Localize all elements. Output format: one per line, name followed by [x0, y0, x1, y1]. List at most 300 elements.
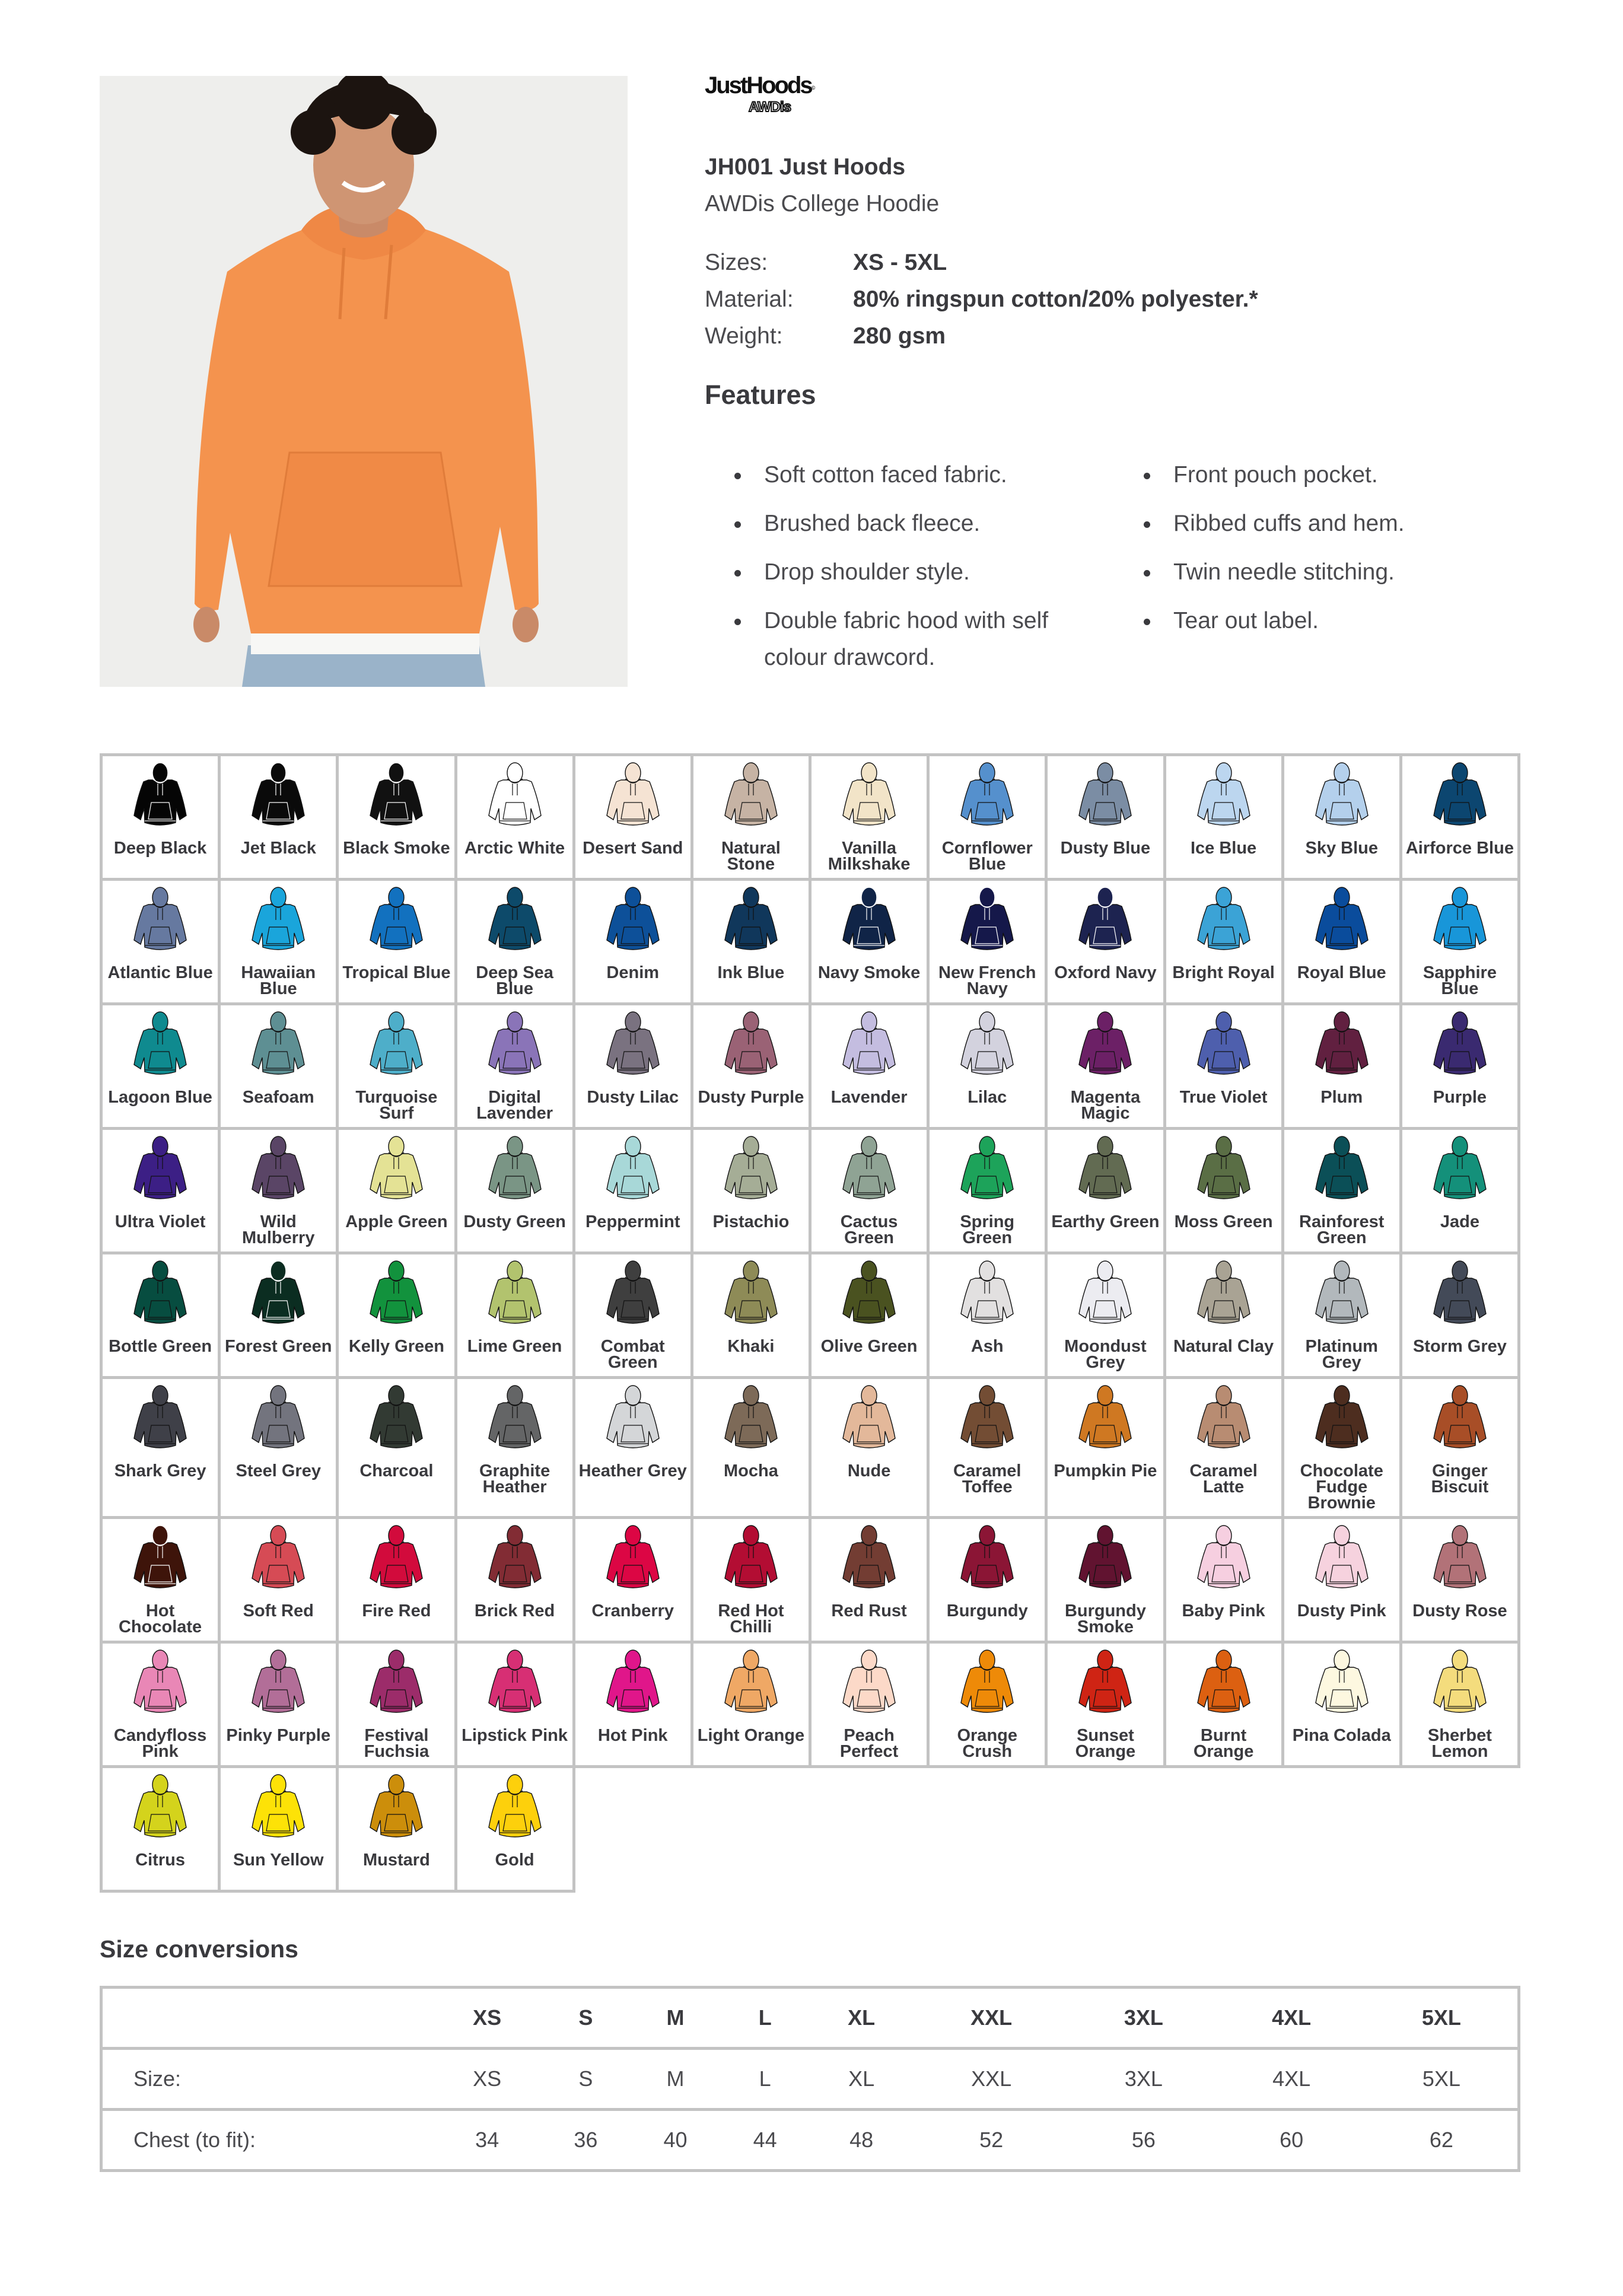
colour-swatch-plum[interactable]	[1284, 1005, 1402, 1130]
feature-item: Front pouch pocket.	[1139, 457, 1405, 493]
colour-swatch-charcoal[interactable]	[339, 1379, 457, 1519]
colour-swatch-dusty-purple[interactable]	[693, 1005, 812, 1130]
colour-swatch-pistachio[interactable]	[693, 1130, 812, 1254]
hoodie-icon	[1430, 761, 1490, 826]
colour-swatch-oxford-navy[interactable]	[1048, 881, 1166, 1005]
colour-swatch-lilac[interactable]	[930, 1005, 1048, 1130]
colour-name: Heather Grey	[578, 1461, 687, 1480]
feature-item: Soft cotton faced fabric.	[730, 457, 1139, 493]
colour-swatch-moss-green[interactable]	[1166, 1130, 1284, 1254]
hoodie-icon	[485, 1773, 545, 1838]
hoodie-icon	[1194, 1135, 1253, 1200]
colour-swatch-candyfloss-pink[interactable]	[103, 1644, 221, 1768]
colour-swatch-khaki[interactable]	[693, 1254, 812, 1379]
colour-name: Dusty Lilac	[587, 1088, 679, 1107]
colour-swatch-pina-colada[interactable]	[1284, 1644, 1402, 1768]
hoodie-icon	[249, 1384, 308, 1449]
colour-swatch-ash[interactable]	[930, 1254, 1048, 1379]
spec-label: Weight:	[705, 323, 783, 349]
hoodie-icon	[1194, 1384, 1253, 1449]
table-cell: 60	[1217, 2110, 1365, 2171]
colour-name: Bright Royal	[1172, 963, 1275, 982]
colour-swatch-bottle-green[interactable]	[103, 1254, 221, 1379]
colour-swatch-sapphire-blue[interactable]	[1402, 881, 1520, 1005]
colour-swatch-new-french-navy[interactable]	[930, 881, 1048, 1005]
colour-swatch-ginger-biscuit[interactable]	[1402, 1379, 1520, 1519]
colour-swatch-combat-green[interactable]	[575, 1254, 693, 1379]
hoodie-icon	[485, 1135, 545, 1200]
row-label: Size:	[101, 2049, 434, 2110]
colour-swatch-nude[interactable]	[812, 1379, 930, 1519]
colour-swatch-gold[interactable]	[457, 1768, 575, 1893]
colour-name: Orange Crush	[957, 1726, 1017, 1761]
hoodie-icon	[1430, 1524, 1490, 1589]
colour-swatch-olive-green[interactable]	[812, 1254, 930, 1379]
colour-swatch-kelly-green[interactable]	[339, 1254, 457, 1379]
table-cell: 48	[810, 2110, 913, 2171]
hoodie-icon	[839, 1259, 899, 1324]
colour-name: Dusty Blue	[1060, 839, 1151, 858]
hoodie-icon	[131, 886, 190, 951]
colour-name: Sherbet Lemon	[1427, 1726, 1492, 1761]
colour-swatch-jet-black[interactable]	[221, 756, 339, 881]
header-cell: 3XL	[1070, 1988, 1217, 2049]
hoodie-icon	[839, 1524, 899, 1589]
colour-swatch-arctic-white[interactable]	[457, 756, 575, 881]
colour-swatch-baby-pink[interactable]	[1166, 1519, 1284, 1644]
colour-name: Soft Red	[243, 1601, 314, 1620]
spec-material	[705, 281, 1258, 318]
colour-swatch-black-smoke[interactable]	[339, 756, 457, 881]
colour-swatch-burgundy-smoke[interactable]	[1048, 1519, 1166, 1644]
brand-logo	[705, 72, 815, 115]
features-heading: Features	[705, 380, 816, 410]
colour-name: Lagoon Blue	[108, 1088, 212, 1107]
colour-swatch-digital-lavender[interactable]	[457, 1005, 575, 1130]
colour-name: Kelly Green	[348, 1337, 444, 1356]
colour-swatch-moondust-grey[interactable]	[1048, 1254, 1166, 1379]
colour-swatch-bright-royal[interactable]	[1166, 881, 1284, 1005]
hoodie-icon	[131, 1135, 190, 1200]
awdis-logo: AWDis	[749, 99, 791, 115]
colour-swatch-caramel-latte[interactable]	[1166, 1379, 1284, 1519]
colour-swatch-dusty-rose[interactable]	[1402, 1519, 1520, 1644]
feature-item: Tear out label.	[1139, 603, 1405, 639]
colour-swatch-royal-blue[interactable]	[1284, 881, 1402, 1005]
colour-swatch-lavender[interactable]	[812, 1005, 930, 1130]
colour-swatch-light-orange[interactable]	[693, 1644, 812, 1768]
copyright-mark: ©	[811, 85, 816, 91]
hoodie-icon	[1075, 1010, 1135, 1075]
colour-swatch-red-rust[interactable]	[812, 1519, 930, 1644]
colour-name: Hot Pink	[597, 1726, 668, 1745]
colour-name: Turquoise Surf	[355, 1088, 438, 1123]
colour-swatch-apple-green[interactable]	[339, 1130, 457, 1254]
hoodie-icon	[1312, 1135, 1371, 1200]
spec-value: 80% ringspun cotton/20% polyester.*	[853, 286, 1258, 312]
hoodie-icon	[1430, 1384, 1490, 1449]
colour-name: Fire Red	[362, 1601, 431, 1620]
colour-swatch-dusty-green[interactable]	[457, 1130, 575, 1254]
hoodie-icon	[1312, 1010, 1371, 1075]
hoodie-icon	[131, 1259, 190, 1324]
colour-name: Caramel Toffee	[953, 1461, 1021, 1496]
colour-name: Tropical Blue	[342, 963, 451, 982]
hoodie-icon	[367, 1135, 426, 1200]
colour-swatch-vanilla-milkshake[interactable]	[812, 756, 930, 881]
colour-name: Wild Mulberry	[242, 1212, 315, 1247]
colour-name: Light Orange	[697, 1726, 805, 1745]
hoodie-icon	[249, 1648, 308, 1714]
hoodie-icon	[367, 886, 426, 951]
hoodie-icon	[485, 886, 545, 951]
colour-swatch-earthy-green[interactable]	[1048, 1130, 1166, 1254]
spec-list	[705, 244, 1258, 355]
hoodie-icon	[839, 1384, 899, 1449]
colour-name: Chocolate Fudge Brownie	[1300, 1461, 1383, 1512]
size-conversion-table	[100, 1986, 1520, 2172]
colour-swatch-purple[interactable]	[1402, 1005, 1520, 1130]
colour-name: Mustard	[363, 1851, 430, 1870]
feature-item: Brushed back fleece.	[730, 505, 1139, 542]
colour-name: Baby Pink	[1182, 1601, 1265, 1620]
colour-name: Steel Grey	[236, 1461, 321, 1480]
colour-swatch-cornflower-blue[interactable]	[930, 756, 1048, 881]
hoodie-icon	[367, 1010, 426, 1075]
colour-swatch-dusty-blue[interactable]	[1048, 756, 1166, 881]
hoodie-icon	[1430, 1648, 1490, 1714]
hoodie-icon	[721, 1524, 781, 1589]
colour-name: Jade	[1440, 1212, 1479, 1231]
hoodie-icon	[1312, 1384, 1371, 1449]
header-cell: XL	[810, 1988, 913, 2049]
colour-name: Burnt Orange	[1193, 1726, 1254, 1761]
hoodie-icon	[957, 761, 1017, 826]
hoodie-icon	[1194, 761, 1253, 826]
colour-swatch-hawaiian-blue[interactable]	[221, 881, 339, 1005]
colour-name: Cranberry	[591, 1601, 674, 1620]
colour-name: Candyfloss Pink	[113, 1726, 207, 1761]
colour-swatch-lipstick-pink[interactable]	[457, 1644, 575, 1768]
header-cell: M	[631, 1988, 720, 2049]
colour-swatch-dusty-pink[interactable]	[1284, 1519, 1402, 1644]
colour-swatch-atlantic-blue[interactable]	[103, 881, 221, 1005]
hoodie-icon	[249, 761, 308, 826]
colour-swatch-heather-grey[interactable]	[575, 1379, 693, 1519]
colour-name: Lipstick Pink	[462, 1726, 568, 1745]
colour-name: Pinky Purple	[226, 1726, 331, 1745]
colour-name: Sun Yellow	[233, 1851, 324, 1870]
table-cell: 62	[1366, 2110, 1519, 2171]
colour-name: Red Hot Chilli	[718, 1601, 784, 1636]
table-row	[101, 2110, 1519, 2171]
colour-swatch-caramel-toffee[interactable]	[930, 1379, 1048, 1519]
hoodie-icon	[603, 1524, 663, 1589]
colour-swatch-cranberry[interactable]	[575, 1519, 693, 1644]
hoodie-icon	[485, 1524, 545, 1589]
colour-name: Airforce Blue	[1405, 839, 1514, 858]
colour-swatch-desert-sand[interactable]	[575, 756, 693, 881]
hoodie-icon	[249, 1773, 308, 1838]
spec-label: Material:	[705, 286, 794, 312]
colour-name: Royal Blue	[1297, 963, 1386, 982]
colour-swatch-sun-yellow[interactable]	[221, 1768, 339, 1893]
hoodie-icon	[1075, 1384, 1135, 1449]
colour-swatch-sherbet-lemon[interactable]	[1402, 1644, 1520, 1768]
colour-name: Deep Sea Blue	[476, 963, 553, 998]
hoodie-icon	[249, 1010, 308, 1075]
colour-swatch-pumpkin-pie[interactable]	[1048, 1379, 1166, 1519]
hoodie-icon	[1075, 886, 1135, 951]
hoodie-icon	[1430, 1135, 1490, 1200]
table-cell: 40	[631, 2110, 720, 2171]
colour-name: Navy Smoke	[817, 963, 921, 982]
table-cell: XS	[434, 2049, 541, 2110]
table-cell: 36	[541, 2110, 631, 2171]
colour-name: Festival Fuchsia	[364, 1726, 429, 1761]
colour-name: Digital Lavender	[476, 1088, 553, 1123]
hoodie-icon	[603, 886, 663, 951]
colour-name: Cornflower Blue	[941, 839, 1033, 874]
colour-swatch-ultra-violet[interactable]	[103, 1130, 221, 1254]
feature-item: Double fabric hood with self colour drawcord.	[730, 603, 1109, 676]
hoodie-icon	[1194, 1259, 1253, 1324]
header-cell: 4XL	[1217, 1988, 1365, 2049]
colour-swatch-hot-chocolate[interactable]	[103, 1519, 221, 1644]
hoodie-icon	[1430, 1259, 1490, 1324]
table-row	[101, 2049, 1519, 2110]
colour-name: Brick Red	[474, 1601, 555, 1620]
hoodie-icon	[367, 1773, 426, 1838]
hoodie-icon	[131, 1524, 190, 1589]
hoodie-icon	[721, 886, 781, 951]
colour-swatch-tropical-blue[interactable]	[339, 881, 457, 1005]
hoodie-icon	[1312, 886, 1371, 951]
colour-name: Atlantic Blue	[107, 963, 213, 982]
colour-name: Platinum Grey	[1305, 1337, 1378, 1372]
colour-swatch-storm-grey[interactable]	[1402, 1254, 1520, 1379]
colour-name: Black Smoke	[343, 839, 450, 858]
colour-name: Khaki	[727, 1337, 775, 1356]
colour-swatch-steel-grey[interactable]	[221, 1379, 339, 1519]
colour-name: Lavender	[830, 1088, 908, 1107]
colour-name: Peppermint	[585, 1212, 680, 1231]
hoodie-icon	[603, 1648, 663, 1714]
colour-swatch-hot-pink[interactable]	[575, 1644, 693, 1768]
colour-swatch-soft-red[interactable]	[221, 1519, 339, 1644]
colour-swatch-peach-perfect[interactable]	[812, 1644, 930, 1768]
colour-name: Nude	[847, 1461, 891, 1480]
table-cell: 4XL	[1217, 2049, 1365, 2110]
colour-name: Ash	[970, 1337, 1004, 1356]
colour-name: Rainforest Green	[1299, 1212, 1385, 1247]
colour-swatch-mustard[interactable]	[339, 1768, 457, 1893]
hoodie-icon	[721, 1135, 781, 1200]
colour-swatch-shark-grey[interactable]	[103, 1379, 221, 1519]
spec-sizes	[705, 244, 1258, 281]
header-cell: 5XL	[1366, 1988, 1519, 2049]
hoodie-icon	[1194, 1524, 1253, 1589]
colour-swatch-graphite-heather[interactable]	[457, 1379, 575, 1519]
colour-swatch-denim[interactable]	[575, 881, 693, 1005]
colour-name: Shark Grey	[114, 1461, 206, 1480]
hoodie-icon	[839, 1010, 899, 1075]
colour-name: Burgundy Smoke	[1064, 1601, 1146, 1636]
colour-swatch-forest-green[interactable]	[221, 1254, 339, 1379]
hoodie-icon	[1194, 1010, 1253, 1075]
hoodie-icon	[721, 1259, 781, 1324]
colour-name: Cactus Green	[840, 1212, 898, 1247]
hoodie-icon	[367, 1648, 426, 1714]
header-cell: S	[541, 1988, 631, 2049]
colour-swatch-dusty-lilac[interactable]	[575, 1005, 693, 1130]
hoodie-icon	[131, 1773, 190, 1838]
colour-name: Purple	[1433, 1088, 1487, 1107]
colour-swatch-red-hot-chilli[interactable]	[693, 1519, 812, 1644]
colour-name: Ink Blue	[717, 963, 785, 982]
colour-name: Olive Green	[820, 1337, 918, 1356]
colour-name: New French Navy	[938, 963, 1036, 998]
colour-name: Charcoal	[359, 1461, 434, 1480]
colour-swatch-true-violet[interactable]	[1166, 1005, 1284, 1130]
hoodie-icon	[485, 1259, 545, 1324]
colour-swatch-pinky-purple[interactable]	[221, 1644, 339, 1768]
colour-swatch-magenta-magic[interactable]	[1048, 1005, 1166, 1130]
colour-name: Storm Grey	[1412, 1337, 1507, 1356]
table-cell: L	[720, 2049, 810, 2110]
table-cell: 52	[913, 2110, 1070, 2171]
colour-name: Pina Colada	[1292, 1726, 1391, 1745]
colour-swatch-lagoon-blue[interactable]	[103, 1005, 221, 1130]
hoodie-icon	[1075, 1259, 1135, 1324]
colour-name: Denim	[606, 963, 660, 982]
colour-name: True Violet	[1179, 1088, 1268, 1107]
colour-name: Vanilla Milkshake	[828, 839, 911, 874]
colour-name: Burgundy	[946, 1601, 1028, 1620]
colour-name: Sunset Orange	[1075, 1726, 1136, 1761]
colour-swatch-natural-clay[interactable]	[1166, 1254, 1284, 1379]
colour-name: Magenta Magic	[1070, 1088, 1141, 1123]
spec-label: Sizes:	[705, 250, 768, 275]
hoodie-icon	[839, 886, 899, 951]
size-conversions-heading: Size conversions	[100, 1935, 298, 1963]
hoodie-icon	[603, 1384, 663, 1449]
features-column-right	[1139, 457, 1405, 688]
colour-swatch-rainforest-green[interactable]	[1284, 1130, 1402, 1254]
table-cell: 56	[1070, 2110, 1217, 2171]
colour-swatch-fire-red[interactable]	[339, 1519, 457, 1644]
colour-name: Arctic White	[464, 839, 565, 858]
colour-swatch-chocolate-fudge-brownie[interactable]	[1284, 1379, 1402, 1519]
colour-swatch-mocha[interactable]	[693, 1379, 812, 1519]
colour-swatch-festival-fuchsia[interactable]	[339, 1644, 457, 1768]
colour-name: Deep Black	[113, 839, 207, 858]
colour-swatch-burgundy[interactable]	[930, 1519, 1048, 1644]
hoodie-icon	[485, 761, 545, 826]
colour-swatch-seafoam[interactable]	[221, 1005, 339, 1130]
hoodie-icon	[1312, 761, 1371, 826]
hoodie-icon	[1430, 886, 1490, 951]
hoodie-icon	[721, 761, 781, 826]
colour-name: Forest Green	[224, 1337, 332, 1356]
colour-name: Lime Green	[467, 1337, 562, 1356]
colour-swatch-orange-crush[interactable]	[930, 1644, 1048, 1768]
hoodie-icon	[1312, 1648, 1371, 1714]
table-cell: M	[631, 2049, 720, 2110]
colour-swatch-jade[interactable]	[1402, 1130, 1520, 1254]
hoodie-icon	[367, 1524, 426, 1589]
colour-name: Jet Black	[240, 839, 316, 858]
colour-swatch-grid	[100, 753, 1520, 1893]
hoodie-icon	[839, 761, 899, 826]
colour-name: Seafoam	[242, 1088, 314, 1107]
colour-swatch-airforce-blue[interactable]	[1402, 756, 1520, 881]
table-cell: 44	[720, 2110, 810, 2171]
table-cell: XL	[810, 2049, 913, 2110]
feature-item: Twin needle stitching.	[1139, 554, 1405, 591]
colour-swatch-deep-black[interactable]	[103, 756, 221, 881]
table-cell: 5XL	[1366, 2049, 1519, 2110]
header-cell: XXL	[913, 1988, 1070, 2049]
table-cell: XXL	[913, 2049, 1070, 2110]
hoodie-icon	[485, 1010, 545, 1075]
hoodie-icon	[131, 761, 190, 826]
hoodie-icon	[131, 1648, 190, 1714]
hoodie-icon	[1194, 1648, 1253, 1714]
colour-swatch-ink-blue[interactable]	[693, 881, 812, 1005]
colour-swatch-platinum-grey[interactable]	[1284, 1254, 1402, 1379]
colour-name: Oxford Navy	[1054, 963, 1157, 982]
colour-swatch-turquoise-surf[interactable]	[339, 1005, 457, 1130]
hoodie-icon	[249, 1524, 308, 1589]
hoodie-icon	[367, 1384, 426, 1449]
features-column-left	[730, 457, 1139, 688]
colour-name: Graphite Heather	[479, 1461, 550, 1496]
colour-name: Natural Clay	[1173, 1337, 1274, 1356]
product-code-title: JH001 Just Hoods	[705, 154, 906, 180]
colour-name: Sapphire Blue	[1422, 963, 1497, 998]
colour-swatch-sky-blue[interactable]	[1284, 756, 1402, 881]
colour-name: Plum	[1320, 1088, 1363, 1107]
hoodie-icon	[957, 1010, 1017, 1075]
hoodie-icon	[249, 1259, 308, 1324]
hoodie-icon	[1075, 1648, 1135, 1714]
hoodie-icon	[839, 1648, 899, 1714]
colour-name: Apple Green	[345, 1212, 448, 1231]
hoodie-icon	[131, 1384, 190, 1449]
colour-name: Mocha	[723, 1461, 778, 1480]
hoodie-icon	[1312, 1524, 1371, 1589]
hoodie-icon	[603, 761, 663, 826]
colour-swatch-lime-green[interactable]	[457, 1254, 575, 1379]
colour-swatch-sunset-orange[interactable]	[1048, 1644, 1166, 1768]
colour-swatch-spring-green[interactable]	[930, 1130, 1048, 1254]
colour-swatch-citrus[interactable]	[103, 1768, 221, 1893]
justhoods-logo: JustHoods©	[705, 72, 816, 98]
colour-swatch-brick-red[interactable]	[457, 1519, 575, 1644]
colour-swatch-navy-smoke[interactable]	[812, 881, 930, 1005]
hoodie-icon	[721, 1648, 781, 1714]
colour-swatch-peppermint[interactable]	[575, 1130, 693, 1254]
hoodie-icon	[1194, 886, 1253, 951]
header-cell: XS	[434, 1988, 541, 2049]
colour-swatch-ice-blue[interactable]	[1166, 756, 1284, 881]
colour-swatch-natural-stone[interactable]	[693, 756, 812, 881]
colour-swatch-deep-sea-blue[interactable]	[457, 881, 575, 1005]
colour-swatch-burnt-orange[interactable]	[1166, 1644, 1284, 1768]
colour-swatch-wild-mulberry[interactable]	[221, 1130, 339, 1254]
colour-swatch-cactus-green[interactable]	[812, 1130, 930, 1254]
